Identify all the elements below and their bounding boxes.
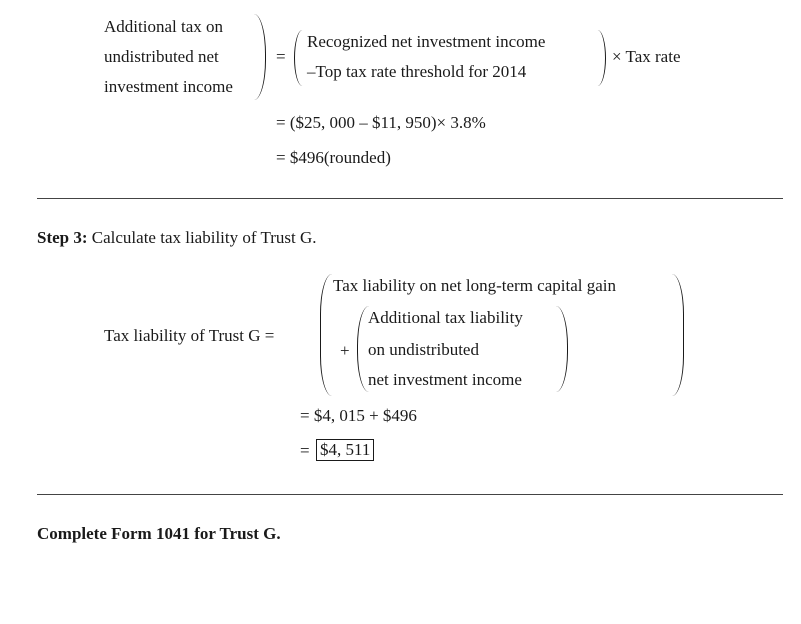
step-3-heading: [37, 228, 317, 248]
inner-line-1: Additional tax liability: [368, 308, 523, 327]
paren-line-1: Recognized net investment income: [307, 32, 546, 51]
divider-2: [37, 494, 783, 495]
lhs-right-paren: [252, 14, 266, 100]
inner-right-paren: [556, 306, 568, 392]
paren-line-2: –Top tax rate threshold for 2014: [307, 62, 527, 81]
outer-left-paren: [320, 274, 334, 396]
outer-right-paren: [670, 274, 684, 396]
result-equals: =: [300, 441, 310, 460]
lhs-line-2: undistributed net: [104, 47, 219, 66]
inner-line-2: on undistributed: [368, 340, 479, 359]
times-tax-rate: × Tax rate: [612, 47, 681, 66]
sum-line: = $4, 015 + $496: [300, 406, 417, 425]
result-box: $4, 511: [316, 439, 374, 461]
calc-line-1: = ($25, 000 – $11, 950)× 3.8%: [276, 113, 486, 132]
lhs-line-3: investment income: [104, 77, 233, 96]
lhs-line-1: Additional tax on: [104, 17, 223, 36]
inner-line-3: net investment income: [368, 370, 522, 389]
outer-line-1: Tax liability on net long-term capital gain: [333, 276, 617, 295]
divider-1: [37, 198, 783, 199]
left-paren: [294, 30, 306, 86]
plus-sign: +: [340, 341, 350, 360]
step-text: Calculate tax liability of Trust G.: [91, 228, 317, 247]
footer-instruction: Complete Form 1041 for Trust G.: [37, 524, 281, 543]
tax-liability-lhs: Tax liability of Trust G =: [104, 326, 275, 345]
calc-line-2: = $496(rounded): [276, 148, 391, 167]
equals-sign: =: [276, 47, 286, 66]
right-paren: [594, 30, 606, 86]
step-label: Step 3:: [37, 228, 88, 247]
